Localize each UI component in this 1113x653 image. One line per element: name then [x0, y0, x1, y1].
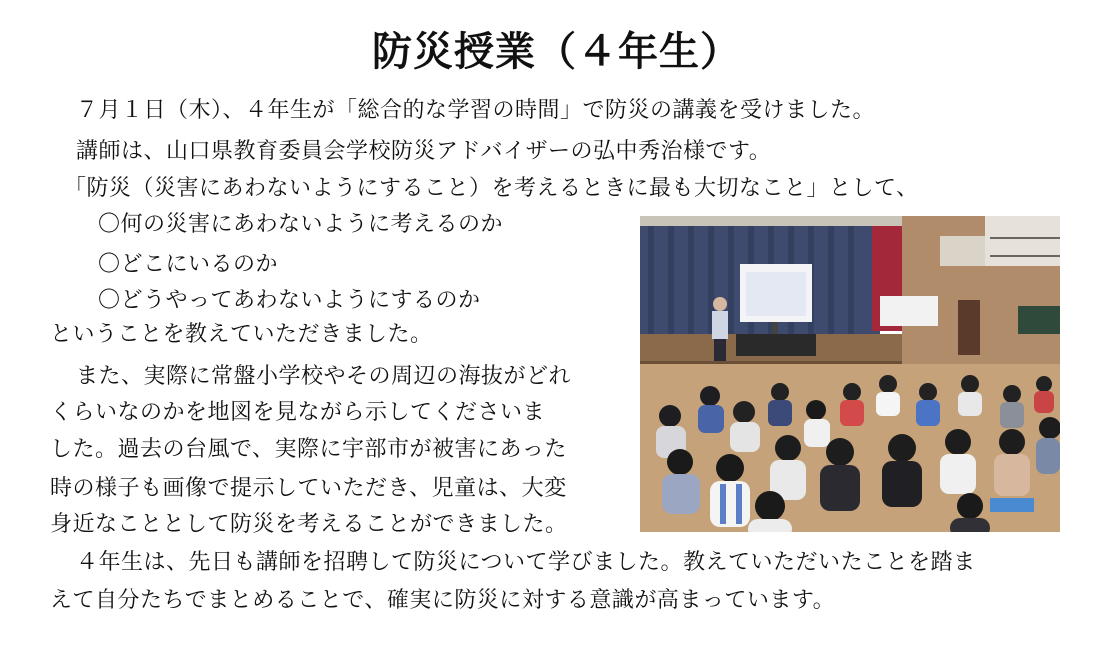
- paragraph-line: 時の様子も画像で提示していただき、児童は、大変: [50, 476, 567, 501]
- paragraph-line: えて自分たちでまとめることで、確実に防災に対する意識が高まっています。: [50, 588, 836, 613]
- paragraph-line: ４年生は、先日も講師を招聘して防災について学びました。教えていただいたことを踏ま: [76, 550, 976, 575]
- list-item: 〇どこにいるのか: [98, 252, 279, 277]
- paragraph-line: くらいなのかを地図を見ながら示してくださいま: [50, 400, 546, 425]
- paragraph-line: 「防災（災害にあわないようにすること）を考えるときに最も大切なこと」として、: [64, 176, 919, 201]
- page-title: 防災授業（４年生）: [372, 29, 741, 75]
- list-item: 〇何の災害にあわないように考えるのか: [98, 212, 504, 237]
- paragraph-line: した。過去の台風で、実際に宇部市が被害にあった: [50, 437, 567, 462]
- paragraph-line: 身近なこととして防災を考えることができました。: [50, 512, 568, 537]
- paragraph-line: また、実際に常盤小学校やその周辺の海抜がどれ: [76, 364, 572, 389]
- paragraph-line: ７月１日（木）、４年生が「総合的な学習の時間」で防災の講義を受けました。: [76, 98, 876, 123]
- lecture-photo: [640, 216, 1060, 532]
- paragraph-line: 講師は、山口県教育委員会学校防災アドバイザーの弘中秀治様です。: [76, 139, 772, 164]
- lecture-photo-illustration: [640, 216, 1060, 532]
- list-item: 〇どうやってあわないようにするのか: [98, 288, 481, 313]
- paragraph-line: ということを教えていただきました。: [50, 322, 433, 347]
